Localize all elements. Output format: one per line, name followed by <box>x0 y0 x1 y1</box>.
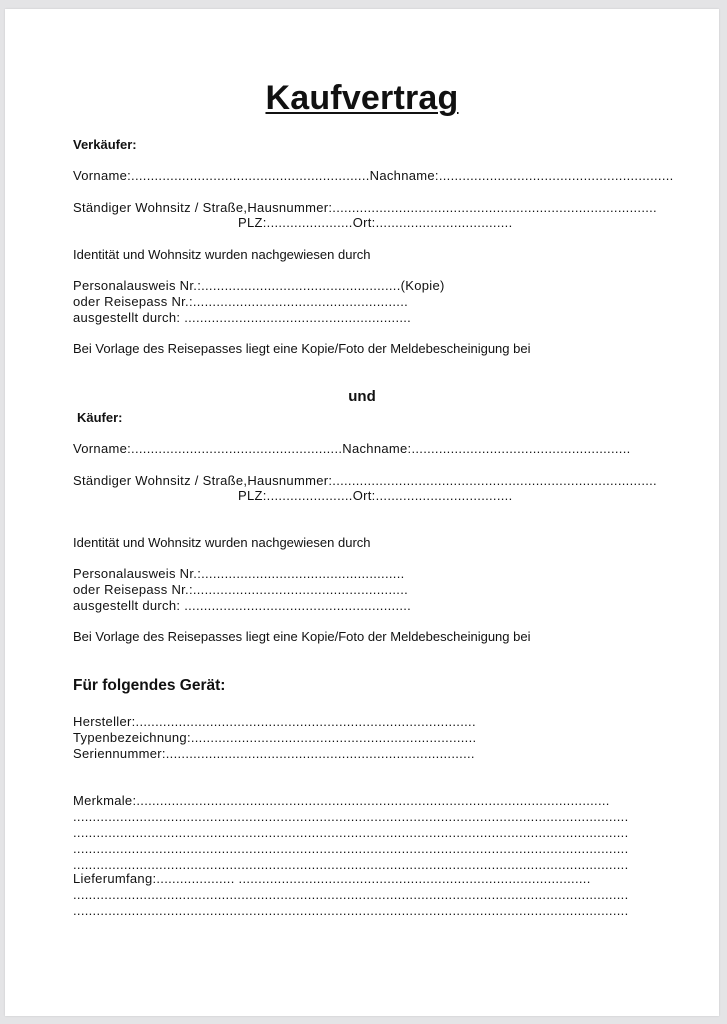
seller-identity-statement: Identität und Wohnsitz wurden nachgewiesen durch <box>73 247 371 262</box>
seller-id-card-field[interactable]: Personalausweis Nr.:...................................................(Kopie) <box>73 278 445 293</box>
device-scope-field[interactable]: Lieferumfang:.................... .......................................................................................... <box>73 871 591 886</box>
device-heading: Für folgendes Gerät: <box>73 677 226 694</box>
buyer-passport-note: Bei Vorlage des Reisepasses liegt eine Kopie/Foto der Meldebescheinigung bei <box>73 629 531 644</box>
buyer-identity-statement: Identität und Wohnsitz wurden nachgewiesen durch <box>73 535 371 550</box>
seller-plz-city-field[interactable]: PLZ:......................Ort:................................... <box>238 215 513 230</box>
seller-passport-field[interactable]: oder Reisepass Nr.:....................................................... <box>73 294 409 309</box>
buyer-heading: Käufer: <box>77 410 123 425</box>
seller-passport-note: Bei Vorlage des Reisepasses liegt eine Kopie/Foto der Meldebescheinigung bei <box>73 341 531 356</box>
device-scope-blank-line[interactable]: .............................................................................................................................................. <box>73 903 629 918</box>
buyer-issued-by-field[interactable]: ausgestellt durch: .......................................................... <box>73 598 412 613</box>
seller-issued-by-field[interactable]: ausgestellt durch: .......................................................... <box>73 310 412 325</box>
device-features-field[interactable]: Merkmale:......................................................................................................................... <box>73 793 610 808</box>
device-type-field[interactable]: Typenbezeichnung:......................................................................... <box>73 730 477 745</box>
device-features-blank-line[interactable]: .............................................................................................................................................. <box>73 825 629 840</box>
device-features-blank-line[interactable]: .............................................................................................................................................. <box>73 841 629 856</box>
seller-address-field[interactable]: Ständiger Wohnsitz / Straße,Hausnummer:................................................................................... <box>73 200 657 215</box>
document-title: Kaufvertrag <box>265 79 459 117</box>
buyer-passport-field[interactable]: oder Reisepass Nr.:....................................................... <box>73 582 409 597</box>
contract-page <box>5 9 719 1016</box>
device-features-blank-line[interactable]: .............................................................................................................................................. <box>73 809 629 824</box>
device-manufacturer-field[interactable]: Hersteller:....................................................................................... <box>73 714 476 729</box>
conjunction-und: und <box>348 388 376 405</box>
buyer-address-field[interactable]: Ständiger Wohnsitz / Straße,Hausnummer:................................................................................... <box>73 473 657 488</box>
device-features-blank-line[interactable]: .............................................................................................................................................. <box>73 857 629 872</box>
seller-name-field[interactable]: Vorname:.............................................................Nachname:............................................................ <box>73 168 674 183</box>
device-serial-field[interactable]: Seriennummer:............................................................................... <box>73 746 475 761</box>
buyer-plz-city-field[interactable]: PLZ:......................Ort:................................... <box>238 488 513 503</box>
buyer-id-card-field[interactable]: Personalausweis Nr.:.................................................... <box>73 566 405 581</box>
device-scope-blank-line[interactable]: .............................................................................................................................................. <box>73 887 629 902</box>
seller-heading: Verkäufer: <box>73 137 137 152</box>
buyer-name-field[interactable]: Vorname:......................................................Nachname:........................................................ <box>73 441 631 456</box>
